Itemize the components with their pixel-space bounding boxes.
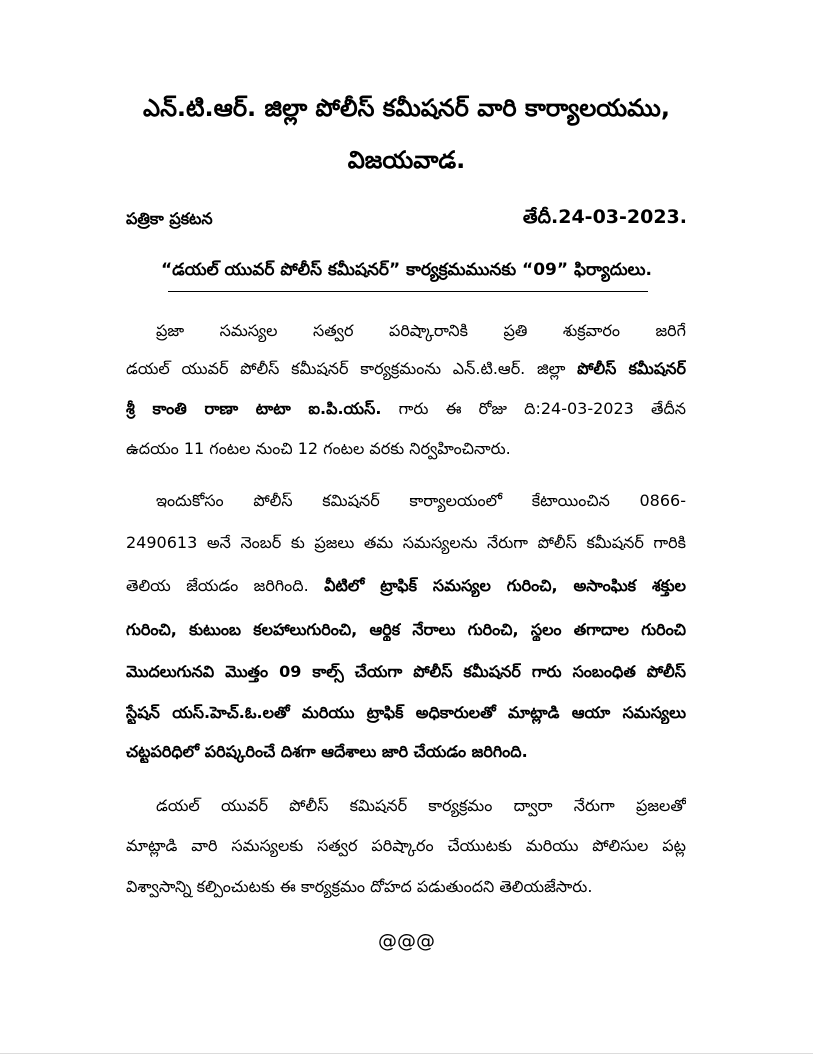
paragraph1-line4: ఉదయం 11 గంటల నుంచి 12 గంటల వరకు నిర్వహించినారు. <box>126 439 511 458</box>
paragraph2-line1: ఇందుకోసం పోలీస్ కమిషనర్ కార్యాలయంలో కేటాయించిన 0866- <box>156 491 686 510</box>
paragraph3-line3: విశ్వాసాన్ని కల్పించుటకు ఈ కార్యక్రమం దోహద పడుతుందని తెలియజేసారు. <box>126 877 593 896</box>
paragraph2-line2: 2490613 అనే నెంబర్ కు ప్రజలు తమ సమస్యలను నేరుగా పోలీస్ కమీషనర్ గారికి <box>126 533 686 552</box>
press-release-label: పత్రికా ప్రకటన <box>126 209 213 228</box>
paragraph1-commissioner-title: పోలీస్ కమీషనర్ <box>577 359 686 378</box>
subject-heading: “డయల్ యువర్ పోలీస్ కమీషనర్” కార్యక్రమమునకు “09” ఫిర్యాదులు. <box>160 260 653 280</box>
paragraph2-line7: చట్టపరిధిలో పరిష్కరించే దిశగా ఆదేశాలు జారి చేయడం జరిగింది. <box>126 742 528 761</box>
paragraph2-line3-text: తెలియ జేయడం జరిగింది. <box>126 576 325 595</box>
paragraph2-line3 <box>126 575 686 597</box>
paragraph2-line5: మొదలుగునవి మొత్తం 09 కాల్స్ చేయగా పోలీస్ కమీషనర్ గారు సంబంధిత పోలీస్ <box>126 662 686 681</box>
release-date: తేదీ.24-03-2023. <box>522 206 687 228</box>
paragraph3-line2: మాట్లాడి వారి సమస్యలకు సత్వర పరిష్కారం చేయుటకు మరియు పోలిసుల పట్ల <box>126 836 686 855</box>
paragraph1-line3 <box>126 398 686 420</box>
paragraph2-line4: గురించి, కుటుంబ కలహాలుగురించి, ఆర్థిక నేరాలు గురించి, స్థలం తగాదాల గురించి <box>126 620 686 639</box>
office-title: ఎన్.టి.ఆర్. జిల్లా పోలీస్ కమీషనర్ వారి కార్యాలయము, <box>143 94 670 122</box>
paragraph3-line1: డయల్ యువర్ పోలీస్ కమిషనర్ కార్యక్రమం ద్వారా నేరుగా ప్రజలతో <box>156 796 686 815</box>
paragraph2-line6: స్టేషన్ యస్.హెచ్.ఓ.లతో మరియు ట్రాఫిక్ అధికారులతో మాట్లాడి ఆయా సమస్యలు <box>126 703 686 722</box>
city-title: విజయవాడ. <box>347 146 466 174</box>
paragraph1-line2 <box>126 358 686 380</box>
end-mark: @@@ <box>378 930 435 952</box>
paragraph2-line3-bold: వీటిలో ట్రాఫిక్ సమస్యల గురించి, అసాంఘిక శక్తుల <box>324 576 686 595</box>
paragraph1-commissioner-name: శ్రీ కాంతి రాణా టాటా ఐ.పి.యస్. <box>126 399 382 418</box>
subject-underline <box>168 291 648 292</box>
paragraph1-line2-text: డయల్ యువర్ పోలీస్ కమీషనర్ కార్యక్రమంను ఎన్.టి.ఆర్. జిల్లా <box>126 359 578 378</box>
page-bottom-edge <box>0 1053 813 1054</box>
paragraph1-line3-text: గారు ఈ రోజు ది:24-03-2023 తేదీన <box>381 399 686 418</box>
paragraph1-line1: ప్రజా సమస్యల సత్వర పరిష్కారానికి ప్రతి శుక్రవారం జరిగే <box>156 321 686 340</box>
